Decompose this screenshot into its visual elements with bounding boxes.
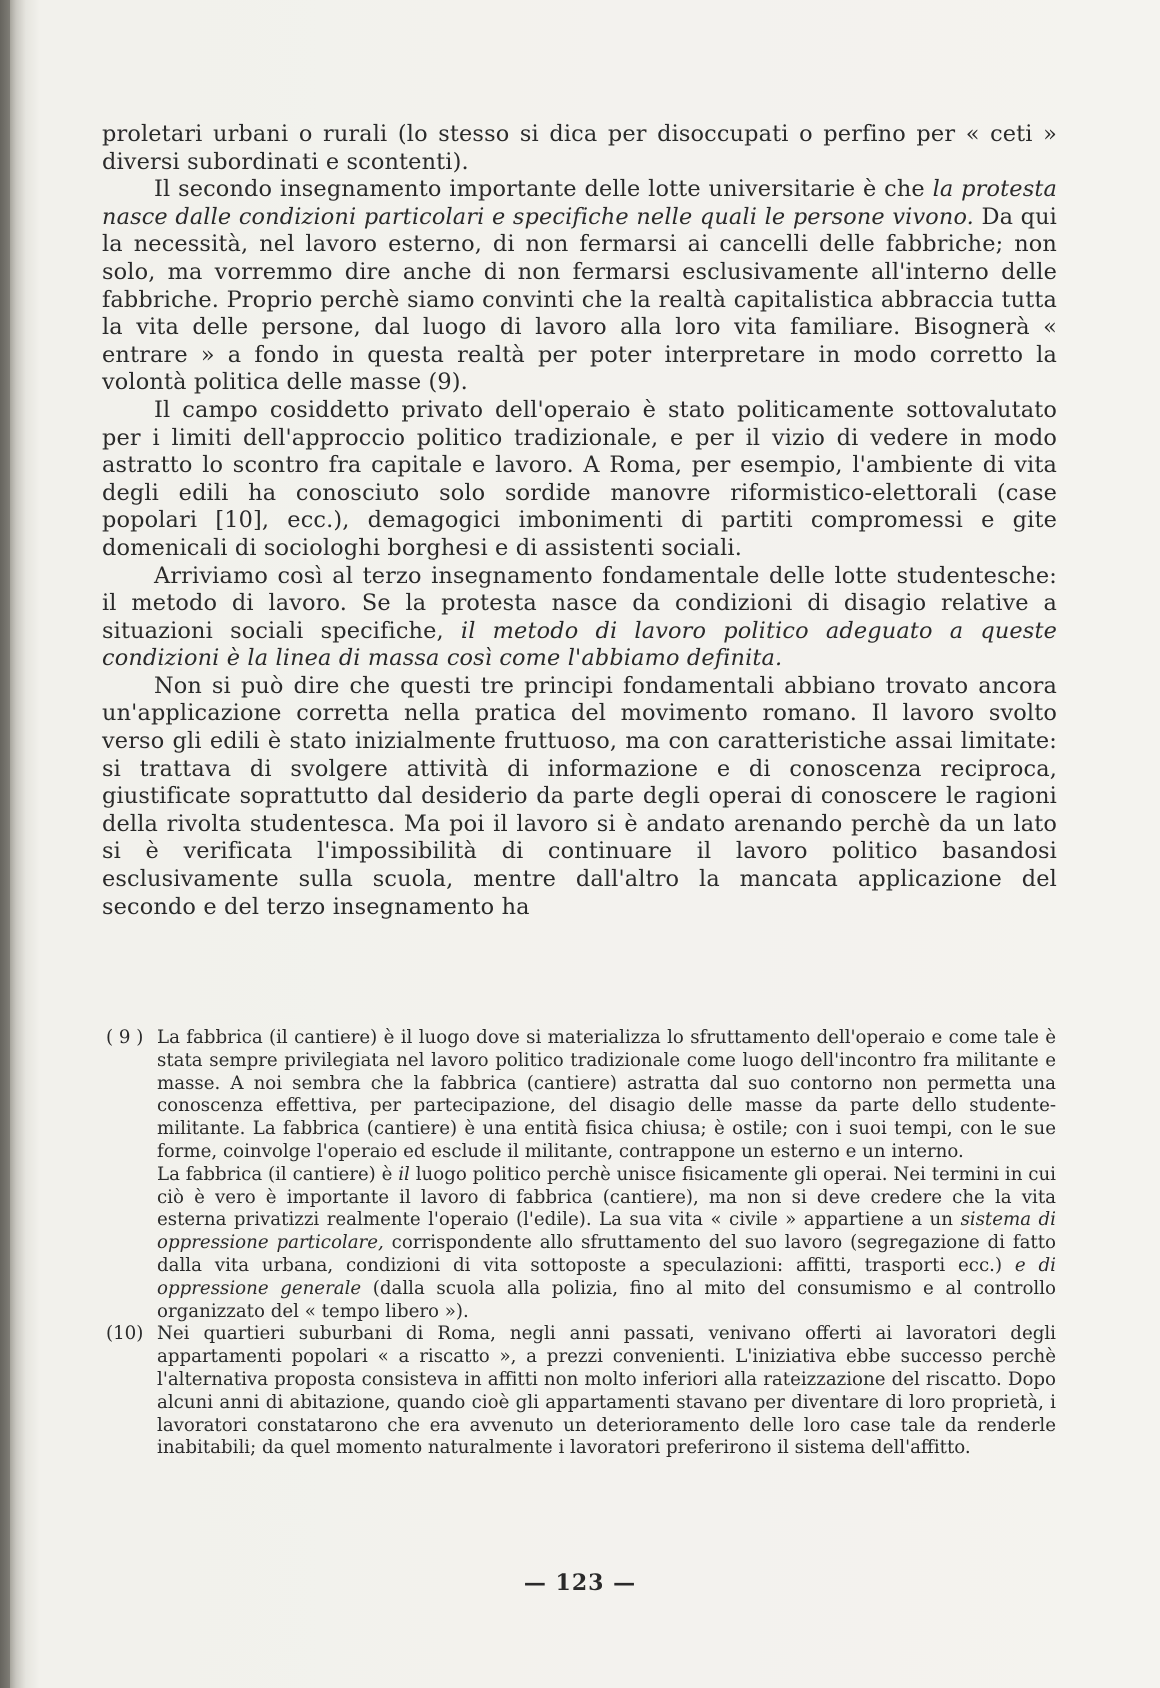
footnote-9-para-1: La fabbrica (il cantiere) è il luogo dove si materializza lo sfruttamento dell'operaio e come tale è stata sempre privilegiata nel lavoro politico tradizionale come luogo dell'incontro fra militante e masse. A noi sembra che la fabbrica (cantiere) astratta dal suo contorno non permetta una conoscenza effettiva, per partecipazione, del disagio delle masse da parte dello studente-militante. La fabbrica (cantiere) è una entità fisica chiusa; è ostile; con i suoi tempi, con le sue forme, coinvolge l'operaio ed esclude il militante, contrappone un esterno e un interno.	[157, 1027, 1056, 1162]
footnote-9	[106, 1027, 1056, 1323]
footnote-number: (10)	[106, 1323, 144, 1345]
footnote-9-text-b: luogo politico perchè unisce fisicamente gli operai. Nei termini in cui ciò è vero è importante il lavoro di fabbrica (cantiere), ma non si deve credere che la vita esterna privatizzi realmente l'operaio (l'edile). La sua vita « civile » appartiene a un	[157, 1163, 1057, 1231]
paragraph-4	[102, 563, 1057, 673]
footnote-9-emphasis-2: sistema di oppressione particolare,	[157, 1209, 1056, 1254]
footnote-9-text-c: corrispondente allo sfruttamento del suo lavoro (segregazione di fatto dalla vita urbana, condizioni di vita sottoposte a speculazioni: affitti, trasporti ecc.)	[157, 1232, 1056, 1276]
footnote-9-emphasis-1: il	[398, 1163, 410, 1185]
footnote-number: ( 9 )	[106, 1027, 144, 1048]
footnote-10-para-1: Nei quartieri suburbani di Roma, negli anni passati, venivano offerti ai lavoratori degli appartamenti popolari « a riscatto », a prezzi convenienti. L'iniziativa ebbe successo perchè l'alternativa proposta consisteva in affitti non molto inferiori alla rateizzazione del riscatto. Dopo alcuni anni di abitazione, quando cioè gli appartamenti stavano per diventare di loro proprietà, i lavoratori constatarono che era avvenuto un deterioramento delle loro case tale da renderle inabitabili; da quel momento naturalmente i lavoratori preferirono il sistema dell'affitto.	[157, 1323, 1056, 1459]
footnote-10	[106, 1323, 1056, 1460]
paragraph-2	[102, 176, 1057, 397]
paragraph-2-text-a: Il secondo insegnamento importante delle lotte universitarie è che	[154, 176, 933, 203]
footnote-9-text-d: (dalla scuola alla polizia, fino al mito del consumismo e al controllo organizzato del « tempo libero »).	[157, 1277, 1056, 1322]
paragraph-2-emphasis: la protesta nasce dalle condizioni particolari e specifiche nelle quali le persone vivono.	[102, 176, 1057, 230]
paragraph-2-text-b: Da qui la necessità, nel lavoro esterno, di non fermarsi ai cancelli delle fabbriche; non solo, ma vorremmo dire anche di non fermarsi esclusivamente all'interno delle fabbriche. Proprio perchè siamo convinti che la realtà capitalistica abbraccia tutta la vita delle persone, dal luogo di lavoro alla loro vita familiare. Bisognerà « entrare » a fondo in questa realtà per poter interpretare in modo corretto la volontà politica delle masse (9).	[102, 203, 1057, 396]
paragraph-4-text-a: Arriviamo così al terzo insegnamento fondamentale delle lotte studentesche: il metodo di lavoro. Se la protesta nasce da condizioni di disagio relative a situazioni sociali specifiche,	[102, 562, 1057, 644]
footnote-9-para-2	[157, 1164, 1056, 1324]
binding-shadow	[0, 0, 10, 1688]
paragraph-3: Il campo cosiddetto privato dell'operaio è stato politicamente sottovalutato per i limiti dell'approccio politico tradizionale, e per il vizio di vedere in modo astratto lo scontro fra capitale e lavoro. A Roma, per esempio, l'ambiente di vita degli edili ha conosciuto solo sordide manovre riformistico-elettorali (case popolari [10], ecc.), demagogici imbonimenti di partiti compromessi e gite domenicali di sociologhi borghesi e di assistenti sociali.	[102, 396, 1057, 561]
page-number: — 123 —	[523, 1570, 637, 1596]
main-text	[102, 121, 1057, 921]
paragraph-4-emphasis: il metodo di lavoro politico adeguato a queste condizioni è la linea di massa così come l'abbiamo definita.	[102, 617, 1057, 672]
paragraph-1: proletari urbani o rurali (lo stesso si dica per disoccupati o perfino per « ceti » diversi subordinati e scontenti).	[102, 121, 1057, 175]
footnote-9-text-a: La fabbrica (il cantiere) è	[157, 1163, 399, 1185]
footnotes	[106, 1027, 1056, 1460]
footnote-9-emphasis-3: e di oppressione generale	[157, 1254, 1056, 1299]
paragraph-5: Non si può dire che questi tre principi fondamentali abbiano trovato ancora un'applicazione corretta nella pratica del movimento romano. Il lavoro svolto verso gli edili è stato inizialmente fruttuoso, ma con caratteristiche assai limitate: si trattava di svolgere attività di informazione e di conoscenza reciproca, giustificate soprattutto dal desiderio da parte degli operai di conoscere le ragioni della rivolta studentesca. Ma poi il lavoro si è andato arenando perchè da un lato si è verificata l'impossibilità di continuare il lavoro politico basandosi esclusivamente sulla scuola, mentre dall'altro la mancata applicazione del secondo e del terzo insegnamento ha	[102, 672, 1057, 920]
